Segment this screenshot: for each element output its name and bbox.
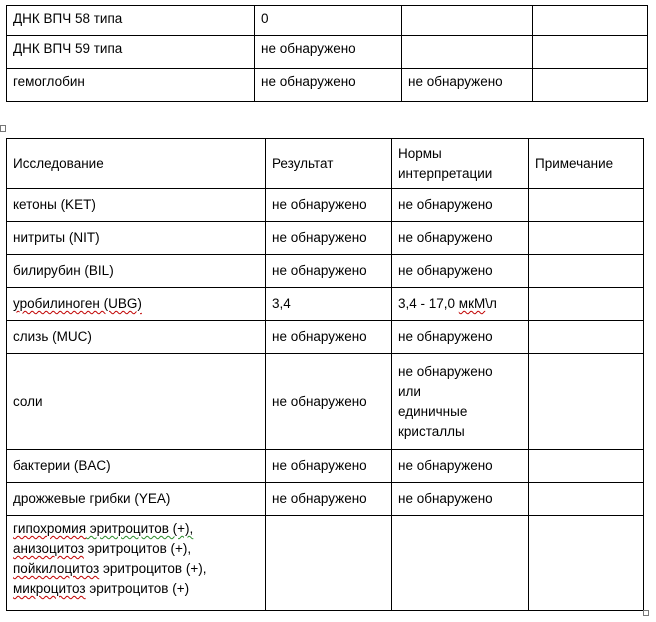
table-cell[interactable] (529, 321, 644, 354)
table-cell[interactable] (392, 354, 529, 450)
table-cell[interactable]: не обнаружено (266, 255, 392, 288)
table-cell[interactable]: не обнаружено (392, 321, 529, 354)
table-cell[interactable]: дрожжевые грибки (YEA) (7, 483, 266, 516)
norm-line: кристаллы (398, 423, 465, 439)
table-cell[interactable] (529, 354, 644, 450)
note-term: микроцитоз (13, 581, 86, 596)
table-row (7, 450, 644, 483)
table-cell[interactable]: 3,4 (266, 288, 392, 321)
header-note[interactable]: Примечание (529, 139, 644, 189)
table-cell[interactable] (529, 516, 644, 611)
table-cell[interactable] (402, 6, 533, 36)
norm-line: не обнаружено (398, 363, 493, 379)
note-line (13, 579, 259, 599)
table-cell[interactable] (529, 255, 644, 288)
table-cell-text: уробилиноген (UBG) (13, 296, 142, 311)
table-resize-handle[interactable] (643, 610, 649, 616)
table-cell[interactable] (529, 450, 644, 483)
table-row (7, 288, 644, 321)
note-rest: эритроцитов (+), (99, 561, 207, 576)
norm-unit: мкМ (458, 296, 486, 311)
table-row (7, 36, 648, 69)
table-cell[interactable]: не обнаружено (266, 354, 392, 450)
table-cell[interactable]: кетоны (KET) (7, 189, 266, 222)
note-line (13, 559, 259, 579)
table-cell[interactable] (533, 69, 648, 102)
table-row (7, 255, 644, 288)
note-line (13, 519, 259, 539)
norm-line: единичные (398, 403, 468, 419)
table-cell[interactable]: не обнаружено (266, 189, 392, 222)
table-cell[interactable] (392, 516, 529, 611)
header-result[interactable]: Результат (266, 139, 392, 189)
table-move-handle[interactable] (0, 125, 6, 132)
table-row (7, 189, 644, 222)
table-cell[interactable]: не обнаружено (392, 189, 529, 222)
table-cell[interactable]: нитриты (NIT) (7, 222, 266, 255)
table-cell[interactable]: не обнаружено (266, 321, 392, 354)
table-cell[interactable]: не обнаружено (255, 36, 402, 69)
table-cell[interactable] (529, 483, 644, 516)
norm-suffix: \л (485, 296, 497, 311)
table-cell[interactable] (529, 288, 644, 321)
header-research[interactable]: Исследование (7, 139, 266, 189)
note-rest: эритроцитов (+), (86, 521, 194, 536)
results-table (6, 138, 644, 611)
table-cell[interactable] (266, 516, 392, 611)
table-cell[interactable]: не обнаружено (402, 69, 533, 102)
table-cell[interactable] (529, 222, 644, 255)
table-cell[interactable] (533, 36, 648, 69)
note-term: гипохромия (13, 521, 87, 536)
table-cell[interactable]: 0 (255, 6, 402, 36)
table-cell[interactable]: слизь (MUC) (7, 321, 266, 354)
table-cell[interactable]: не обнаружено (255, 69, 402, 102)
table-cell[interactable]: не обнаружено (266, 222, 392, 255)
table-row (7, 321, 644, 354)
note-rest: эритроцитов (+), (83, 541, 192, 556)
table-cell[interactable]: не обнаружено (392, 255, 529, 288)
table-row (7, 69, 648, 102)
table-cell[interactable]: ДНК ВПЧ 58 типа (7, 6, 255, 36)
table-row (7, 516, 644, 611)
norm-value: 3,4 - 17,0 (398, 296, 459, 311)
table-row (7, 6, 648, 36)
table-cell[interactable]: не обнаружено (392, 222, 529, 255)
header-norms[interactable] (392, 139, 529, 189)
table-cell[interactable] (7, 288, 266, 321)
table-header-row (7, 139, 644, 189)
header-norms-line2: интерпретации (398, 165, 493, 181)
norm-line: или (398, 383, 421, 399)
table-cell[interactable] (392, 288, 529, 321)
table-cell[interactable]: бактерии (BAC) (7, 450, 266, 483)
table-cell[interactable]: соли (7, 354, 266, 450)
top-table (6, 5, 648, 102)
note-line (13, 539, 259, 559)
table-cell[interactable] (533, 6, 648, 36)
table-row (7, 222, 644, 255)
table-cell[interactable]: не обнаружено (392, 450, 529, 483)
table-cell[interactable]: билирубин (BIL) (7, 255, 266, 288)
table-cell[interactable] (402, 36, 533, 69)
table-cell[interactable]: не обнаружено (392, 483, 529, 516)
note-rest: эритроцитов (+) (85, 581, 190, 596)
table-cell[interactable]: не обнаружено (266, 483, 392, 516)
table-cell[interactable]: ДНК ВПЧ 59 типа (7, 36, 255, 69)
table-cell[interactable]: гемоглобин (7, 69, 255, 102)
table-row (7, 483, 644, 516)
note-term: анизоцитоз (13, 541, 84, 556)
table-cell[interactable] (529, 189, 644, 222)
note-term: пойкилоцитоз (13, 561, 100, 576)
header-norms-line1: Нормы (398, 145, 442, 161)
table-row (7, 354, 644, 450)
table-cell[interactable] (7, 516, 266, 611)
table-cell[interactable]: не обнаружено (266, 450, 392, 483)
